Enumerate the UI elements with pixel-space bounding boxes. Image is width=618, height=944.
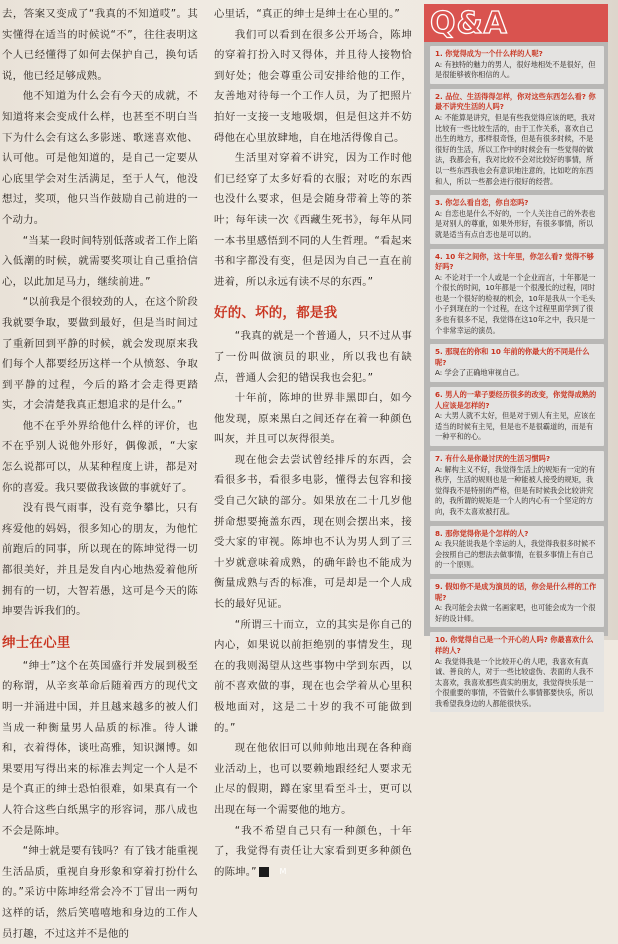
paragraph: “绅士”这个在英国盛行并发展到极至的称谓，从辛亥革命后随着西方的现代文明一并涌进中国，并且越来越多的被人们当成一种衡量男人品质的标准。待人谦和，衣着得体，谈吐高雅，知识渊博。如果要用写得出来的标准去判定一个人是不是个真正的绅士恐怕很难，如果真有一个人符合这些白纸黑字的形容词，那八成也不会是陈坤。 [2,659,198,837]
qa-list [430,46,604,717]
qa-question: 6. 男人的一辈子要经历很多的改变，你觉得成熟的人应该是怎样的? [435,390,597,410]
paragraph: 心里话，“真正的绅士是绅士在心里的。” [214,8,401,20]
qa-answer: A: 我可能会去做一名画家吧，也可能会成为一个很好的设计师。 [435,603,596,623]
qa-question: 4. 10 年之间你，这十年里，你怎么看? 觉得不够好吗? [435,251,594,272]
paragraph: 生活里对穿着不讲究，因为工作时他们已经穿了太多好看的衣服；对吃的东西也没什么要求，但是会随身带着上等的茶叶；每年读一次《西藏生死书》，每年从同一本书里感悟到不同的人生哲理。“看起来书和字都没有变，但是因为自己一直在前进着，所以永远有读不尽的东西。” [214,152,412,288]
qa-answer: A: 解构主义不好，我觉得生活上的规矩有一定的有秩序，生活的规则也是一种能被人接受的规矩，我觉得我不是特别的严格，但是有时候我会比较讲究的，我所谓的规矩是一个人的内心有一个坚定的方向，我不太喜欢被打乱。 [435,464,596,516]
paragraph [214,821,412,883]
paragraph: 他不在乎外界给他什么样的评价，也不在乎别人说他外形好，偶像派，“大家怎么说都可以，从某种程度上讲，都是对你的喜爱。我只要做我该做的事就好了。 [2,419,198,494]
qa-item [430,249,604,340]
qa-answer: A: 我只能说我是个幸运的人，我觉得我很多时候不会按照自己的想法去做事情，在很多事情上有自己的一个原则。 [435,539,596,570]
qa-question: 1. 你觉得成为一个什么样的人呢? [435,49,543,58]
paragraph: 十年前，陈坤的世界非黑即白，如今他发现，原来黑白之间还存在着一种颜色叫灰，并且可以灰得很美。 [214,392,412,446]
qa-sidebar [424,4,608,708]
article-column-middle [214,4,412,882]
qa-item [430,632,604,712]
qa-question: 2. 品位、生活得得怎样，你对这些东西怎么看? 你最不讲究生活的人吗? [435,91,596,112]
qa-item [430,387,604,446]
qa-answer: A: 学会了正确地审视自己。 [435,368,524,378]
qa-answer: A: 大男人就不太好，但是对于别人有主见，应该在适当的时候有主见，但是也不是很霸道的，而是有一种平和的心。 [435,411,596,442]
paragraph: “以前我是个很较劲的人，在这个阶段我就要争取，要做到最好，但是当时间过了重新回到平静的时候，就会发现原来我们每个人都要经历这样一个从愤怒、争取到平静的过程，今后的路才会走得更踏实，才会清楚我真正想追求的是什么。” [2,296,198,412]
paragraph: “我真的就是一个普通人，只不过从事了一份叫做演员的职业，所以我也有缺点，普通人会犯的错误我也会犯。” [214,330,412,384]
qa-item [430,526,604,574]
qa-item [430,89,604,190]
paragraph: “当某一段时间特别低落或者工作上陷入低潮的时候，就需要奖项让自己重拾信心，以此加足马力，继续前进。” [2,234,198,288]
qa-item [430,344,604,382]
qa-item [430,451,604,521]
qa-item [430,195,604,243]
qa-title: Q&A [430,6,508,41]
qa-answer: A: 不能算是讲究，但是有些我觉得应该的吧，我对比较有一些比较生活的，由于工作关系，喜欢自己出生的地方，那样很奇怪，但是有很多时候，不是很好的生活，所以工作中的时候会有一些觉得的做法，我都会有，我对比较不会对比较好的事情，所以一些东西我也会有意识地注意的，比如吃的东西和人，所以一些都会进行很好的经营。 [435,112,596,186]
paragraph: 没有畏气雨事，没有竞争攀比，只有疼爱他的妈妈，很多知心的朋友，为他忙前跑后的同事，所以现在的陈坤觉得一切都很美好，并且是发自内心地热爱着他所拥有的一切，大智若愚，这可是今天的陈坤要告诉我们的。 [2,502,198,618]
qa-answer: A: 有独特的魅力的男人，很好地相处不是很好，但是很能够被你相信的人。 [435,59,596,80]
qa-item [430,579,604,627]
section-heading: 绅士在心里 [2,634,71,651]
paragraph: 我们可以看到在很多公开场合，陈坤的穿着打扮入时又得体，并且待人接物恰到好处；他会尊重公司安排给他的工作，友善地对待每一个工作人员，为了把照片拍好一支接一支地吸烟，但是但这并不妨碍他在心里放肆地，自在地活得像自己。 [214,28,412,144]
paragraph: “绅士就是要有钱吗？有了钱才能重视生活品质，重视自身形象和穿着打扮什么的。”采访中陈坤经常会冷不丁冒出一两句这样的话，然后笑嘻嘻地和身边的工作人员打趣，不过这并不是他的 [2,845,198,940]
end-mark-icon: M [259,867,269,877]
qa-item [430,46,604,84]
paragraph: 现在他会去尝试曾经排斥的东西，会看很多书，看很多电影，懂得去包容和接受自己欠缺的部分。如果放在二十几岁他拼命想要掩盖东西，现在则会摆出来，接受大家的审视。陈坤也不认为男人到了三十岁就意味着成熟，的确年龄也不能成为衡量成熟与否的标准，可是却是一个人成长的最好见证。 [214,453,412,611]
qa-question: 8. 那你觉得你是个怎样的人? [435,528,529,538]
qa-answer: A: 自恋也是什么不好的，一个人关注自己的外表也是对别人的尊重，如果外形好，有很多事情，所以就是适当有点自恋也是可以的。 [435,208,596,239]
paragraph: “所谓三十而立，立的其实是你自己的内心，如果说以前拒绝别的事情发生，现在的我则渴望从这些事物中学到东西，以前不喜欢做的事，现在也会学着从心里积极地面对，这是二十岁的我不可能做到的。” [214,618,412,734]
paragraph: 去，答案又变成了“我真的不知道哎”。其实懂得在适当的时候说“不”，往往表明这个人已经懂得了如何去保护自己，换句话说，他已经足够成熟。 [2,8,198,82]
paragraph: 他不知道为什么会有今天的成就，不知道将来会变成什么样，也甚至不明白当下为什么会有这么多影迷、歌迷喜欢他、认可他。可是他知道的，是自己一定要从心底里学会对生活满足，至于人气，他没想过，奖项，他只当作鼓励自己前进的一个动力。 [2,90,198,226]
qa-answer: A: 不论对于一个人或是一个企业而言，十年都是一个很长的时间，10年都是一个很漫长的过程，同时也是一个很好的检视的机会，10年是我从一个毛头小子到现在的一个过程，在这个过程里面学到了很多也有很多不足，我觉得在这10年之中，我只是一个非常幸运的演员。 [435,272,596,335]
article-column-left [2,4,198,944]
qa-question: 10. 你觉得自己是一个开心的人吗? 你最喜欢什么样的人? [435,635,594,655]
qa-answer: A: 我觉得我是一个比较开心的人吧，我喜欢有真诚、善良的人，对于一些比较虚伪、表面的人我不太喜欢，我喜欢那些真实的朋友，我觉得快乐是一个很重要的事情，不管做什么事情都要快乐，所以我希望我身边的人都能很快乐。 [435,656,594,708]
qa-title-banner [424,4,608,42]
qa-question: 9. 假如你不是成为演员的话，你会是什么样的工作呢? [435,581,597,602]
section-heading: 好的、坏的，都是我 [214,305,338,322]
qa-question: 3. 你怎么看自恋，你自恋吗? [435,198,529,208]
qa-question: 5. 那现在的你和 10 年前的你最大的不同是什么呢? [435,347,590,367]
paragraph: 现在他依旧可以帅帅地出现在各种商业活动上，也可以要赖地跟经纪人要求无止尽的假期，蹲在家里看至斗士，更可以出现在每一个需要他的地方。 [214,742,412,816]
qa-question: 7. 有什么是你最讨厌的生活习惯吗? [435,454,551,463]
closing-quote: “我不希望自己只有一种颜色，十年了，我觉得有责任让大家看到更多种颜色的陈坤。” [214,824,412,878]
